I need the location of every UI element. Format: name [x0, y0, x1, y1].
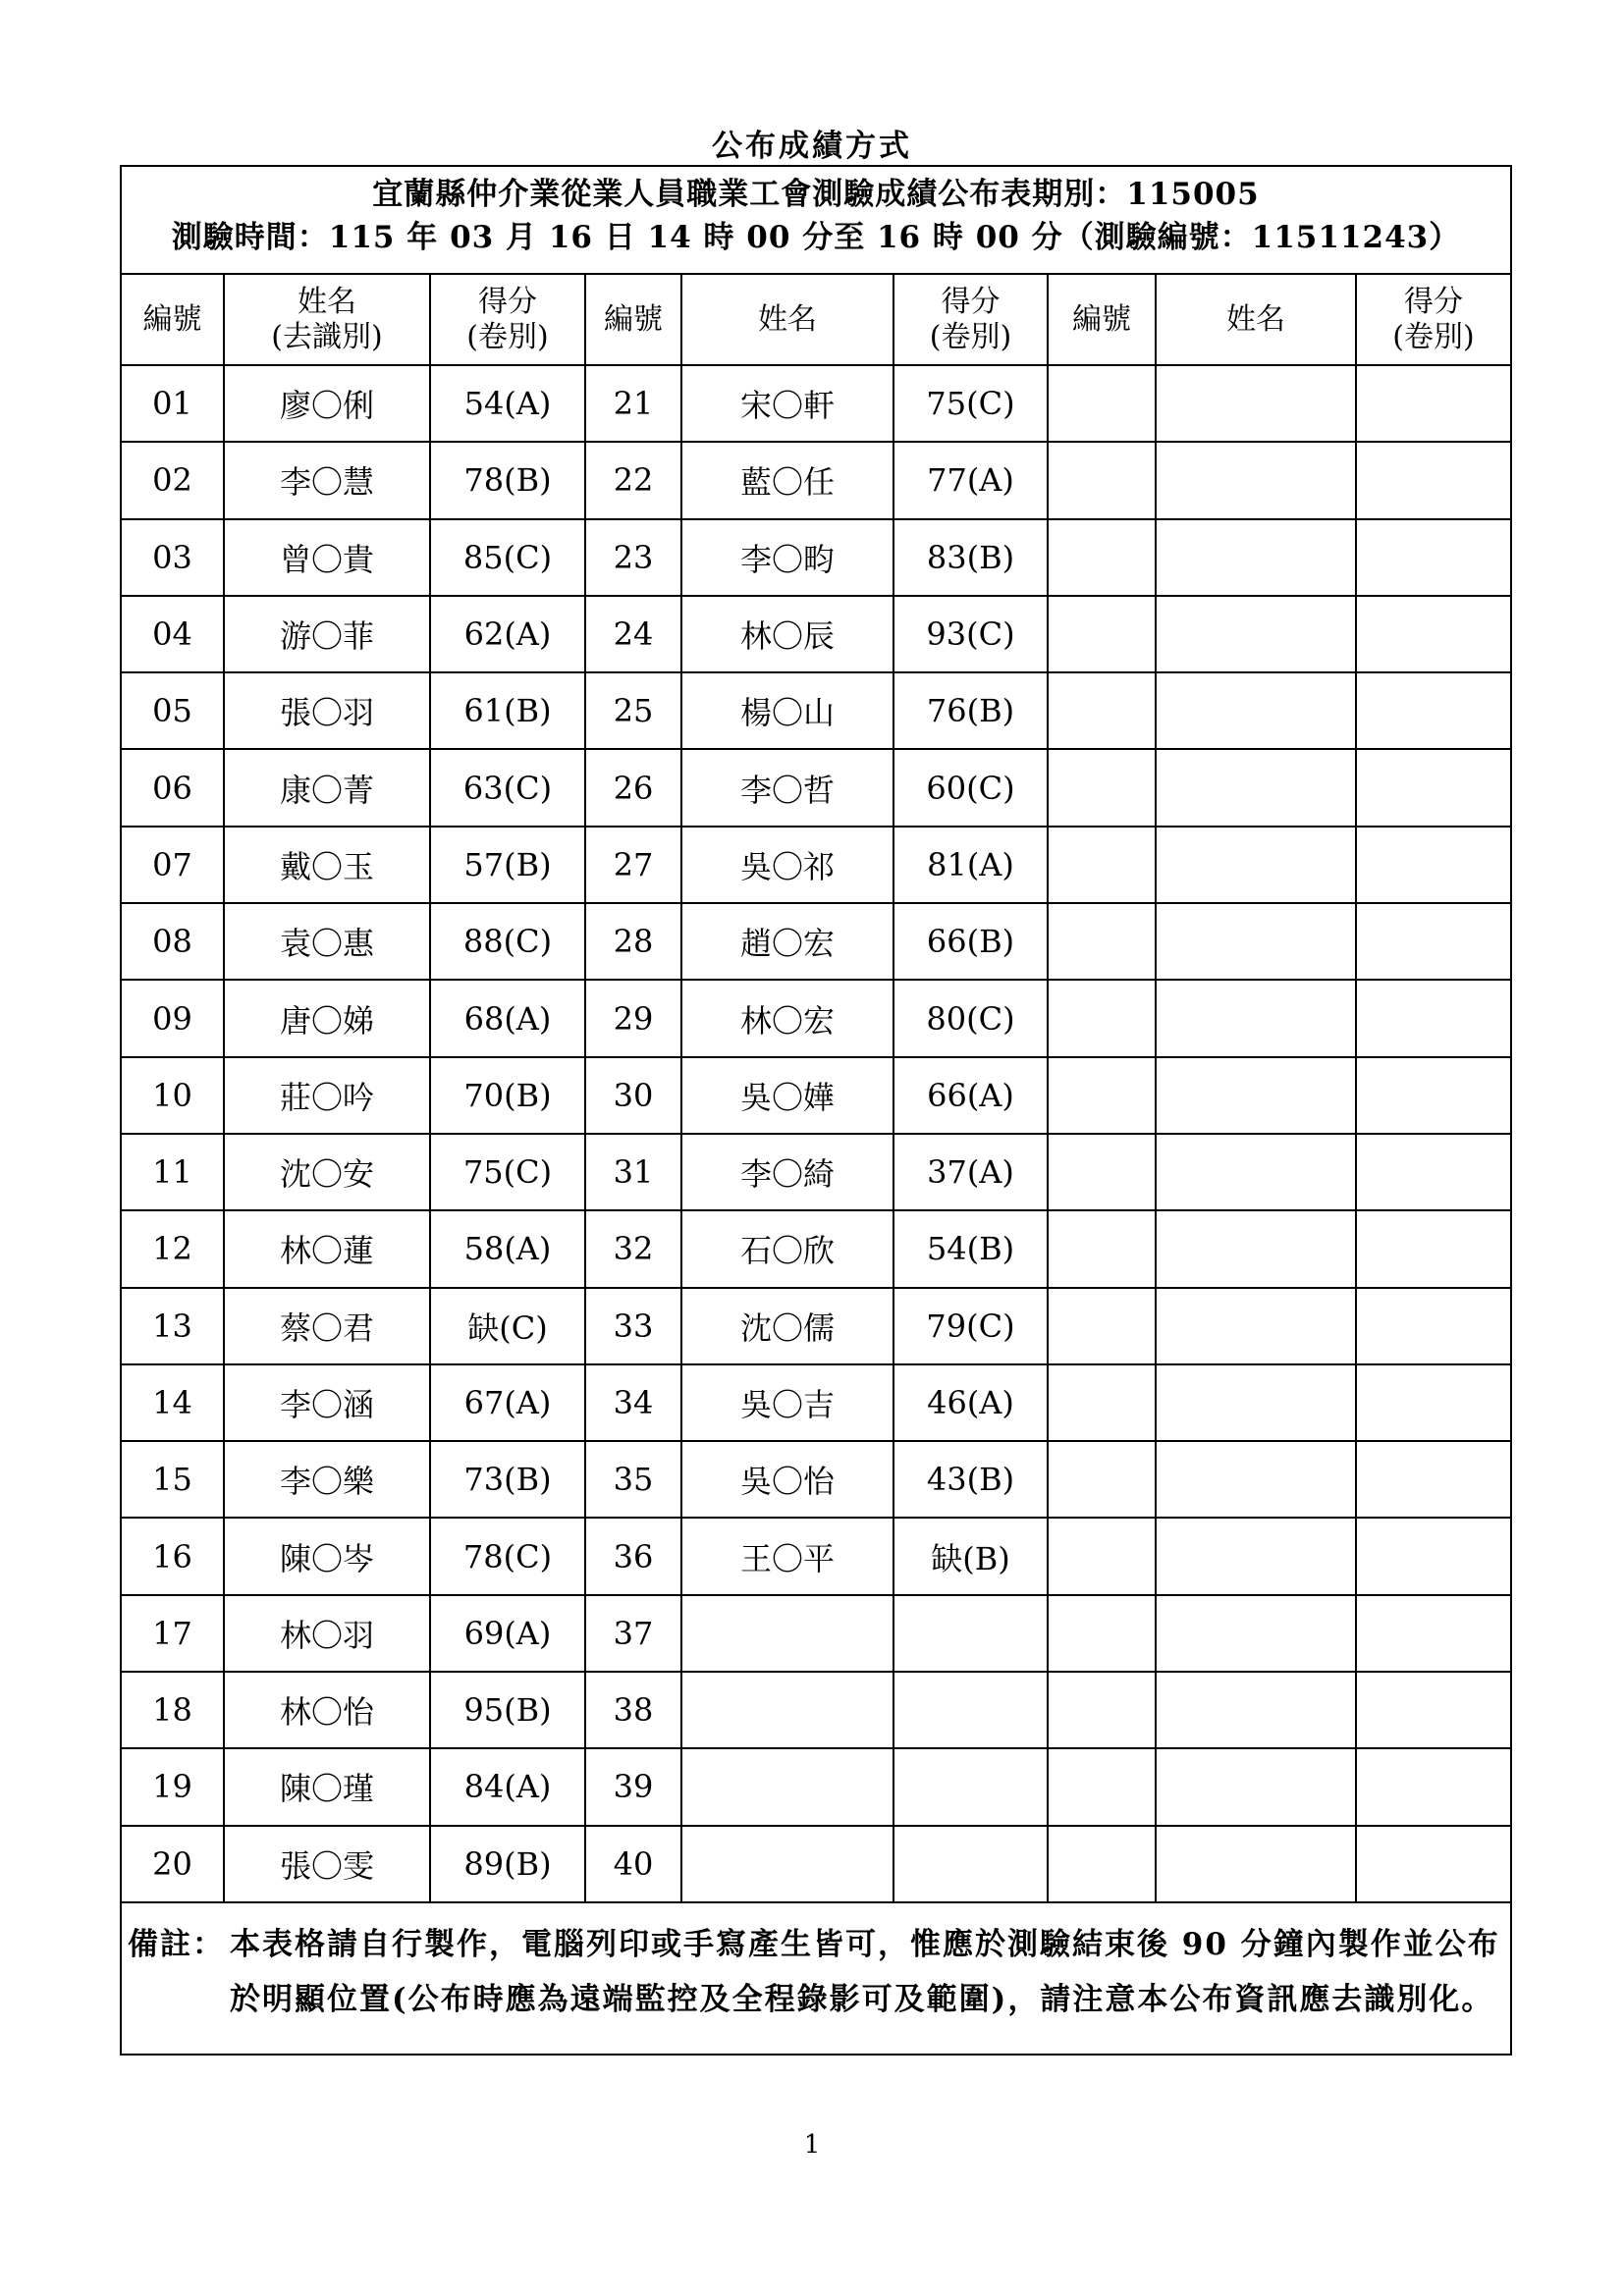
serial-number-cell [1048, 827, 1156, 903]
document-title: 公布成績方式 [712, 129, 912, 164]
score-cell [893, 1748, 1048, 1825]
table-row [122, 1595, 1510, 1672]
name-cell [1156, 1441, 1356, 1518]
name-cell: 沈〇儒 [681, 1288, 893, 1364]
serial-number-cell [1048, 1672, 1156, 1748]
name-cell [681, 1826, 893, 1902]
serial-number-cell: 06 [122, 749, 224, 826]
name-cell: 楊〇山 [681, 672, 893, 749]
column-header-score: 得分 (卷別) [893, 275, 1048, 365]
score-cell: 79(C) [893, 1288, 1048, 1364]
serial-number-cell: 17 [122, 1595, 224, 1672]
serial-number-cell: 21 [585, 365, 681, 442]
score-cell: 84(A) [430, 1748, 585, 1825]
score-cell: 88(C) [430, 903, 585, 980]
name-cell [1156, 1288, 1356, 1364]
score-cell [1356, 519, 1510, 596]
serial-number-cell [1048, 1364, 1156, 1441]
serial-number-cell [1048, 519, 1156, 596]
serial-number-cell: 32 [585, 1210, 681, 1287]
score-cell: 60(C) [893, 749, 1048, 826]
remarks-label: 備註： [128, 1926, 225, 1962]
score-cell [1356, 1441, 1510, 1518]
serial-number-cell [1048, 1748, 1156, 1825]
score-cell: 46(A) [893, 1364, 1048, 1441]
score-cell [1356, 1672, 1510, 1748]
serial-number-cell [1048, 1288, 1156, 1364]
table-row [122, 365, 1510, 442]
name-cell: 林〇怡 [224, 1672, 430, 1748]
serial-number-cell: 16 [122, 1518, 224, 1594]
score-cell: 66(A) [893, 1057, 1048, 1134]
score-cell [1356, 1364, 1510, 1441]
score-cell: 76(B) [893, 672, 1048, 749]
name-cell: 吳〇祁 [681, 827, 893, 903]
serial-number-cell: 13 [122, 1288, 224, 1364]
name-cell [1156, 749, 1356, 826]
score-cell [1356, 827, 1510, 903]
name-cell: 蔡〇君 [224, 1288, 430, 1364]
serial-number-cell: 28 [585, 903, 681, 980]
score-cell [1356, 1595, 1510, 1672]
score-cell: 54(B) [893, 1210, 1048, 1287]
serial-number-cell: 05 [122, 672, 224, 749]
score-cell [1356, 1057, 1510, 1134]
serial-number-cell: 18 [122, 1672, 224, 1748]
serial-number-cell: 39 [585, 1748, 681, 1825]
score-cell [1356, 1748, 1510, 1825]
score-cell [1356, 1288, 1510, 1364]
name-cell: 張〇羽 [224, 672, 430, 749]
serial-number-cell: 25 [585, 672, 681, 749]
score-cell: 63(C) [430, 749, 585, 826]
column-header-name: 姓名 [681, 275, 893, 365]
name-cell: 陳〇瑾 [224, 1748, 430, 1825]
table-header-row [122, 275, 1510, 365]
serial-number-cell [1048, 1595, 1156, 1672]
page-number: 1 [803, 2130, 821, 2160]
table-row [122, 827, 1510, 903]
name-cell: 袁〇惠 [224, 903, 430, 980]
serial-number-cell: 24 [585, 596, 681, 672]
column-header-no: 編號 [122, 275, 224, 365]
name-cell: 戴〇玉 [224, 827, 430, 903]
name-cell: 李〇綺 [681, 1134, 893, 1210]
serial-number-cell: 34 [585, 1364, 681, 1441]
serial-number-cell [1048, 1826, 1156, 1902]
serial-number-cell [1048, 672, 1156, 749]
serial-number-cell: 22 [585, 442, 681, 518]
score-cell [1356, 1518, 1510, 1594]
name-cell: 唐〇娣 [224, 980, 430, 1056]
table-row [122, 749, 1510, 826]
serial-number-cell [1048, 1210, 1156, 1287]
serial-number-cell: 23 [585, 519, 681, 596]
name-cell: 康〇菁 [224, 749, 430, 826]
name-cell [1156, 596, 1356, 672]
score-cell [1356, 980, 1510, 1056]
name-cell: 李〇涵 [224, 1364, 430, 1441]
name-cell [1156, 519, 1356, 596]
name-cell [1156, 1210, 1356, 1287]
serial-number-cell [1048, 1518, 1156, 1594]
name-cell: 莊〇吟 [224, 1057, 430, 1134]
score-cell: 81(A) [893, 827, 1048, 903]
score-cell: 85(C) [430, 519, 585, 596]
serial-number-cell [1048, 1134, 1156, 1210]
serial-number-cell: 40 [585, 1826, 681, 1902]
name-cell [1156, 903, 1356, 980]
score-cell: 83(B) [893, 519, 1048, 596]
score-cell [1356, 1134, 1510, 1210]
score-cell: 77(A) [893, 442, 1048, 518]
table-row [122, 980, 1510, 1056]
serial-number-cell: 35 [585, 1441, 681, 1518]
score-cell: 78(B) [430, 442, 585, 518]
score-cell: 80(C) [893, 980, 1048, 1056]
score-cell: 58(A) [430, 1210, 585, 1287]
score-cell: 95(B) [430, 1672, 585, 1748]
name-cell: 李〇畇 [681, 519, 893, 596]
score-cell [1356, 442, 1510, 518]
score-cell [1356, 596, 1510, 672]
name-cell [1156, 1518, 1356, 1594]
score-cell: 62(A) [430, 596, 585, 672]
column-header-name: 姓名 (去識別) [224, 275, 430, 365]
serial-number-cell: 07 [122, 827, 224, 903]
score-cell: 73(B) [430, 1441, 585, 1518]
serial-number-cell [1048, 749, 1156, 826]
column-header-no: 編號 [1048, 275, 1156, 365]
score-cell: 68(A) [430, 980, 585, 1056]
name-cell [1156, 1057, 1356, 1134]
name-cell: 廖〇俐 [224, 365, 430, 442]
name-cell: 藍〇任 [681, 442, 893, 518]
score-cell: 61(B) [430, 672, 585, 749]
name-cell: 沈〇安 [224, 1134, 430, 1210]
name-cell [1156, 1134, 1356, 1210]
name-cell: 林〇羽 [224, 1595, 430, 1672]
score-cell [1356, 1826, 1510, 1902]
serial-number-cell: 11 [122, 1134, 224, 1210]
score-cell: 37(A) [893, 1134, 1048, 1210]
name-cell: 宋〇軒 [681, 365, 893, 442]
name-cell: 李〇樂 [224, 1441, 430, 1518]
column-header-no: 編號 [585, 275, 681, 365]
score-cell [1356, 749, 1510, 826]
name-cell [1156, 365, 1356, 442]
table-row [122, 1210, 1510, 1287]
serial-number-cell: 14 [122, 1364, 224, 1441]
score-cell: 69(A) [430, 1595, 585, 1672]
table-row [122, 1057, 1510, 1134]
score-cell: 67(A) [430, 1364, 585, 1441]
serial-number-cell: 08 [122, 903, 224, 980]
table-row [122, 1441, 1510, 1518]
score-cell [893, 1826, 1048, 1902]
name-cell [1156, 1672, 1356, 1748]
serial-number-cell: 02 [122, 442, 224, 518]
serial-number-cell: 04 [122, 596, 224, 672]
serial-number-cell: 15 [122, 1441, 224, 1518]
score-cell: 57(B) [430, 827, 585, 903]
serial-number-cell [1048, 980, 1156, 1056]
table-row [122, 903, 1510, 980]
name-cell: 曾〇貴 [224, 519, 430, 596]
name-cell: 林〇宏 [681, 980, 893, 1056]
score-cell: 75(C) [893, 365, 1048, 442]
score-cell: 89(B) [430, 1826, 585, 1902]
sheet-header-line-1: 宜蘭縣仲介業從業人員職業工會測驗成績公布表期別：115005 [372, 177, 1260, 212]
column-header-score: 得分 (卷別) [1356, 275, 1510, 365]
name-cell: 李〇慧 [224, 442, 430, 518]
remarks [122, 1903, 1510, 2027]
table-row [122, 672, 1510, 749]
serial-number-cell: 36 [585, 1518, 681, 1594]
score-cell: 93(C) [893, 596, 1048, 672]
name-cell: 吳〇嬅 [681, 1057, 893, 1134]
sheet-header [122, 167, 1510, 275]
score-table-body [122, 275, 1510, 1902]
name-cell [1156, 980, 1356, 1056]
score-cell: 缺(C) [430, 1288, 585, 1364]
serial-number-cell: 38 [585, 1672, 681, 1748]
serial-number-cell [1048, 596, 1156, 672]
name-cell [1156, 1748, 1356, 1825]
name-cell: 王〇平 [681, 1518, 893, 1594]
name-cell: 林〇辰 [681, 596, 893, 672]
score-cell: 54(A) [430, 365, 585, 442]
column-header-name: 姓名 [1156, 275, 1356, 365]
sheet-header-line-2: 測驗時間：115 年 03 月 16 日 14 時 00 分至 16 時 00 分（測驗編號：11511243） [171, 220, 1461, 255]
name-cell [1156, 1595, 1356, 1672]
serial-number-cell [1048, 1441, 1156, 1518]
name-cell [1156, 1826, 1356, 1902]
name-cell: 陳〇岑 [224, 1518, 430, 1594]
remarks-text: 本表格請自行製作，電腦列印或手寫產生皆可，惟應於測驗結束後 90 分鐘內製作並公布於明顯位置(公布時應為遠端監控及全程錄影可及範圍)，請注意本公布資訊應去識別化。 [230, 1926, 1500, 2017]
name-cell: 張〇雯 [224, 1826, 430, 1902]
serial-number-cell: 29 [585, 980, 681, 1056]
table-row [122, 596, 1510, 672]
table-row [122, 442, 1510, 518]
score-cell: 78(C) [430, 1518, 585, 1594]
serial-number-cell: 03 [122, 519, 224, 596]
serial-number-cell: 19 [122, 1748, 224, 1825]
score-cell: 43(B) [893, 1441, 1048, 1518]
serial-number-cell [1048, 442, 1156, 518]
serial-number-cell [1048, 365, 1156, 442]
score-cell [1356, 365, 1510, 442]
table-row [122, 1748, 1510, 1825]
table-row [122, 1364, 1510, 1441]
score-table [122, 275, 1510, 1903]
serial-number-cell [1048, 1057, 1156, 1134]
serial-number-cell: 37 [585, 1595, 681, 1672]
score-cell [1356, 672, 1510, 749]
score-cell [1356, 1210, 1510, 1287]
table-row [122, 1826, 1510, 1902]
name-cell [1156, 827, 1356, 903]
name-cell [681, 1748, 893, 1825]
serial-number-cell: 31 [585, 1134, 681, 1210]
name-cell [1156, 672, 1356, 749]
score-cell: 66(B) [893, 903, 1048, 980]
table-row [122, 1672, 1510, 1748]
score-cell: 75(C) [430, 1134, 585, 1210]
name-cell: 林〇蓮 [224, 1210, 430, 1287]
score-cell: 70(B) [430, 1057, 585, 1134]
table-row [122, 1288, 1510, 1364]
serial-number-cell: 12 [122, 1210, 224, 1287]
serial-number-cell: 33 [585, 1288, 681, 1364]
table-row [122, 1518, 1510, 1594]
serial-number-cell: 20 [122, 1826, 224, 1902]
score-cell: 缺(B) [893, 1518, 1048, 1594]
name-cell [681, 1672, 893, 1748]
score-cell [893, 1672, 1048, 1748]
name-cell: 游〇菲 [224, 596, 430, 672]
name-cell: 石〇欣 [681, 1210, 893, 1287]
name-cell: 吳〇吉 [681, 1364, 893, 1441]
serial-number-cell: 27 [585, 827, 681, 903]
score-cell [1356, 903, 1510, 980]
score-cell [893, 1595, 1048, 1672]
column-header-score: 得分 (卷別) [430, 275, 585, 365]
name-cell: 趙〇宏 [681, 903, 893, 980]
name-cell [1156, 1364, 1356, 1441]
name-cell: 李〇哲 [681, 749, 893, 826]
serial-number-cell: 01 [122, 365, 224, 442]
serial-number-cell: 09 [122, 980, 224, 1056]
serial-number-cell: 10 [122, 1057, 224, 1134]
name-cell: 吳〇怡 [681, 1441, 893, 1518]
serial-number-cell: 26 [585, 749, 681, 826]
name-cell [681, 1595, 893, 1672]
score-sheet [120, 165, 1512, 2056]
table-row [122, 519, 1510, 596]
serial-number-cell: 30 [585, 1057, 681, 1134]
serial-number-cell [1048, 903, 1156, 980]
name-cell [1156, 442, 1356, 518]
table-row [122, 1134, 1510, 1210]
